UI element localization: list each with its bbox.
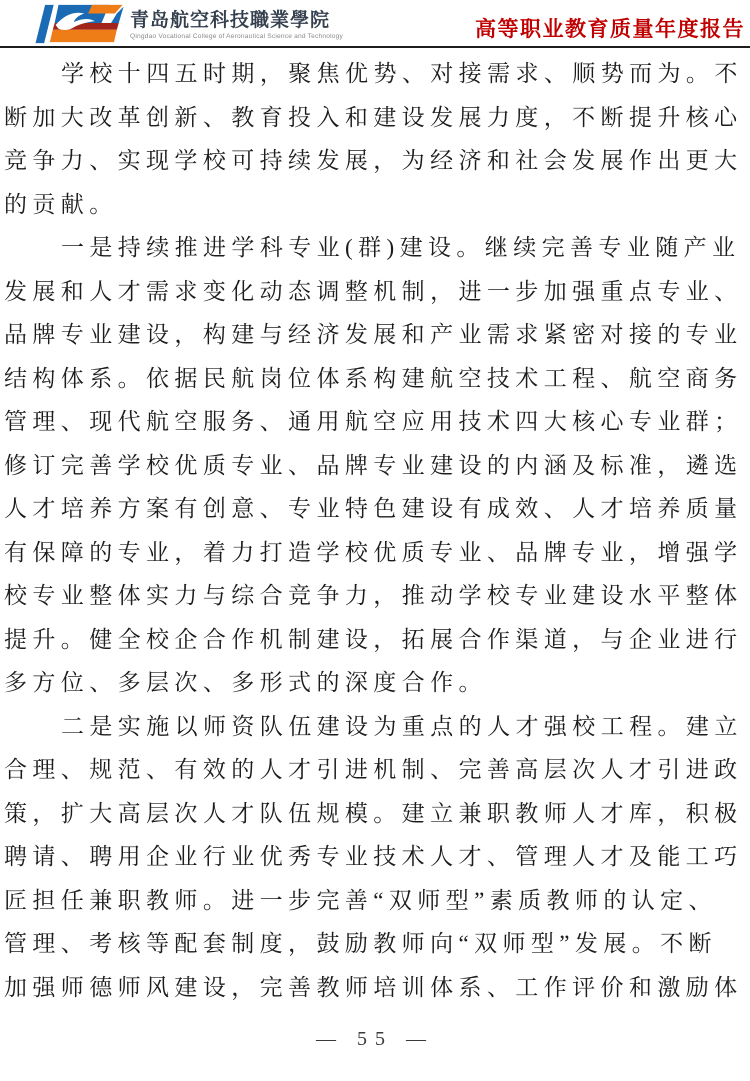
report-title: 高等职业教育质量年度报告	[475, 17, 745, 41]
page-number: — 55 —	[316, 1028, 434, 1050]
college-name-block	[130, 2, 343, 41]
text-line: 有保障的专业，着力打造学校优质专业、品牌专业，增强学	[4, 539, 743, 565]
text-line: 匠担任兼职教师。进一步完善“双师型”素质教师的认定、	[4, 887, 717, 913]
text-line: 结构体系。依据民航岗位体系构建航空技术工程、航空商务	[4, 365, 743, 391]
text-line: 竞争力、实现学校可持续发展，为经济和社会发展作出更大	[4, 148, 743, 173]
text-line: 品牌专业建设，构建与经济发展和产业需求紧密对接的专业	[4, 322, 743, 347]
text-line: 聘请、聘用企业行业优秀专业技术人才、管理人才及能工巧	[4, 844, 743, 869]
paragraph	[4, 226, 746, 705]
text-line: 校专业整体实力与综合竞争力，推动学校专业建设水平整体	[4, 583, 743, 608]
college-name-en: Qingdao Vocational College of Aeronautical Science and Technology	[130, 33, 344, 40]
text-line: 一是持续推进学科专业(群)建设。继续完善专业随产业	[61, 235, 741, 260]
text-line: 学校十四五时期，聚焦优势、对接需求、顺势而为。不	[61, 61, 743, 86]
text-line: 加强师德师风建设，完善教师培训体系、工作评价和激励体	[4, 974, 743, 1000]
text-line: 的贡献。	[4, 191, 118, 217]
text-line: 人才培养方案有创意、专业特色建设有成效、人才培养质量	[4, 496, 743, 521]
college-logo	[34, 2, 343, 46]
text-line: 提升。健全校企合作机制建设，拓展合作渠道，与企业进行	[4, 626, 743, 652]
text-line: 策，扩大高层次人才队伍规模。建立兼职教师人才库，积极	[4, 800, 743, 826]
page-footer	[0, 1028, 750, 1051]
paragraph	[4, 705, 746, 1010]
text-line: 管理、现代航空服务、通用航空应用技术四大核心专业群；	[4, 409, 743, 434]
text-line: 合理、规范、有效的人才引进机制、完善高层次人才引进政	[4, 757, 743, 782]
text-line: 多方位、多层次、多形式的深度合作。	[4, 670, 487, 695]
paragraph	[4, 52, 746, 226]
text-line: 管理、考核等配套制度，鼓励教师向“双师型”发展。不断	[4, 931, 717, 956]
document-body	[4, 52, 746, 1009]
college-name-cn: 青岛航空科技職業學院	[130, 10, 331, 31]
text-line: 发展和人才需求变化动态调整机制，进一步加强重点专业、	[4, 278, 743, 304]
text-line: 二是实施以师资队伍建设为重点的人才强校工程。建立	[61, 713, 743, 739]
text-line: 修订完善学校优质专业、品牌专业建设的内涵及标准，遴选	[4, 452, 743, 478]
college-logo-icon	[34, 2, 126, 46]
text-line: 断加大改革创新、教育投入和建设发展力度，不断提升核心	[4, 104, 743, 130]
page-header	[0, 0, 750, 48]
